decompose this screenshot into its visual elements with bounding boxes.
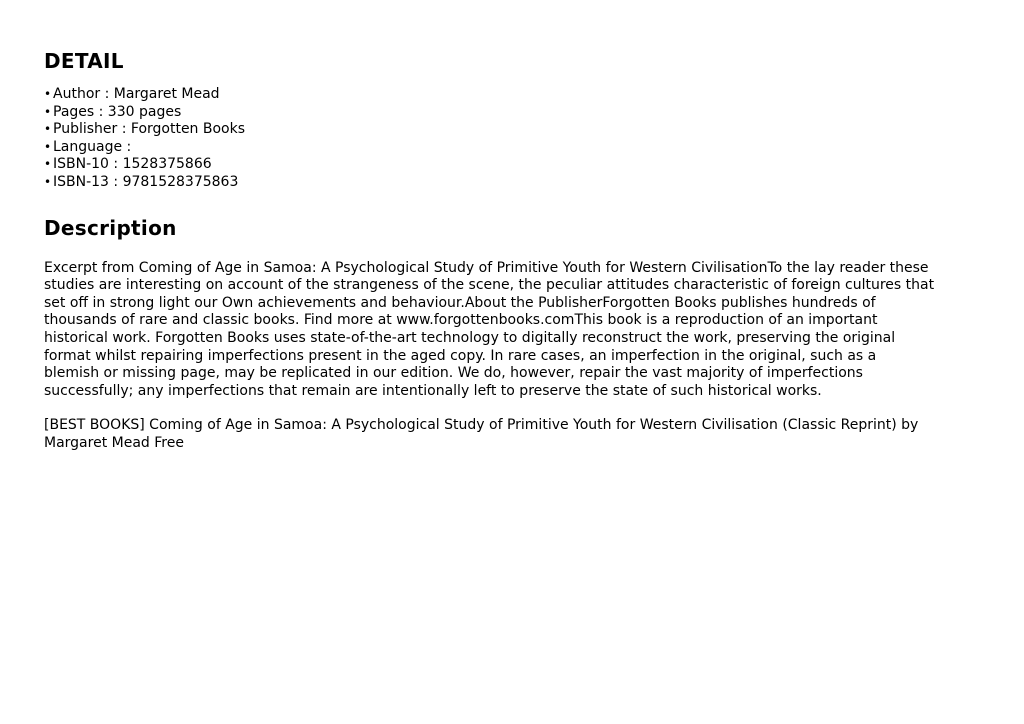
bullet-icon: •	[44, 157, 52, 172]
detail-item-label: Pages : 330 pages	[53, 103, 182, 120]
detail-item-label: ISBN-10 : 1528375866	[53, 156, 212, 173]
description-heading: Description	[44, 215, 177, 240]
detail-item-isbn13	[44, 174, 994, 192]
detail-item-label: Author : Margaret Mead	[53, 86, 220, 102]
bullet-icon: •	[44, 87, 52, 101]
bullet-icon: •	[44, 104, 52, 119]
description-body: Excerpt from Coming of Age in Samoa: A Psychological Study of Primitive Youth for Western CivilisationTo the lay reader these studies are interesting on account of the strangeness of the scene, the peculiar attitudes characteristic of foreign cultures that set off in strong light our Own achievements and behaviour.About the PublisherForgotten Books publishes hundreds of thousands of rare and classic books. Find more at www.forgottenbooks.comThis book is a reproduction of an important historical work. Forgotten Books uses state-of-the-art technology to digitally reconstruct the work, preserving the original format whilst repairing imperfections present in the aged copy. In rare cases, an imperfection in the original, such as a blemish or missing page, may be replicated in our edition. We do, however, repair the vast majority of imperfections successfully; any imperfections that remain are intentionally left to preserve the state of such historical works.	[44, 259, 935, 399]
promo-text: [BEST BOOKS] Coming of Age in Samoa: A Psychological Study of Primitive Youth for Western Civilisation (Classic Reprint) by Margaret Mead Free	[44, 417, 919, 451]
detail-item-label: Publisher : Forgotten Books	[53, 121, 246, 138]
detail-list	[44, 86, 994, 192]
detail-item-label: ISBN-13 : 9781528375863	[53, 173, 239, 190]
detail-item-label: Language :	[53, 138, 132, 155]
detail-item-publisher	[44, 121, 994, 139]
document-page	[44, 44, 994, 453]
bullet-icon: •	[44, 139, 52, 154]
detail-item-language	[44, 139, 994, 157]
detail-item-author	[44, 86, 994, 104]
detail-heading: DETAIL	[44, 49, 124, 73]
bullet-icon: •	[44, 122, 52, 137]
bullet-icon: •	[44, 174, 52, 189]
detail-item-pages	[44, 104, 994, 122]
detail-item-isbn10	[44, 156, 994, 174]
